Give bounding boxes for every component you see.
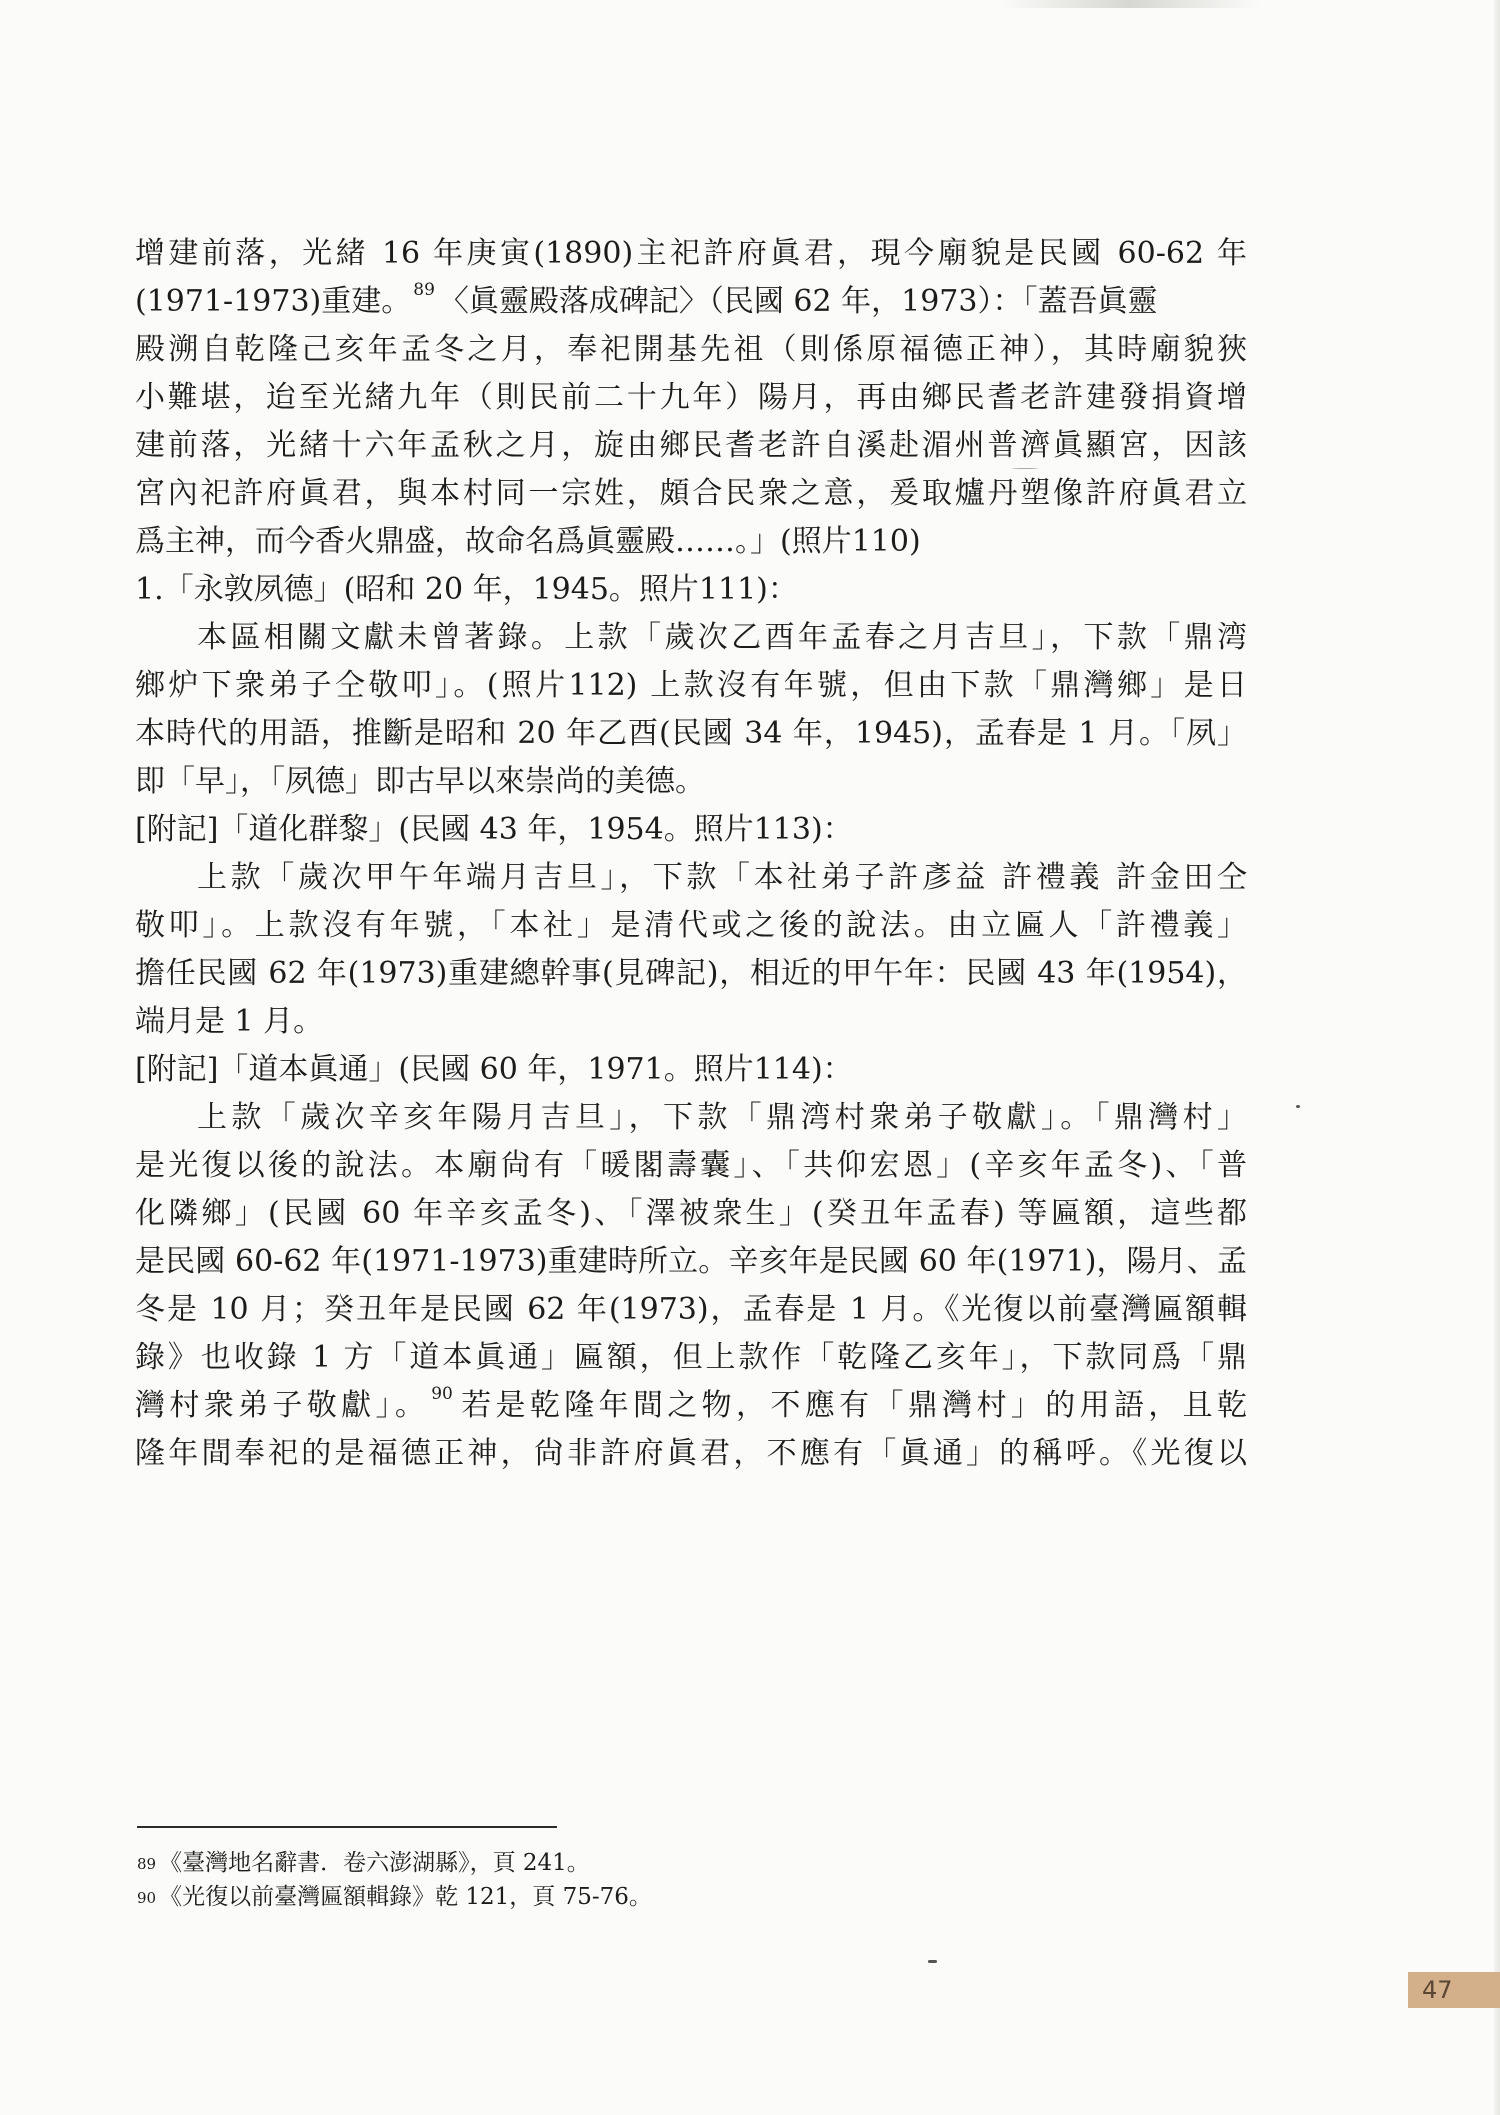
scan-speck bbox=[1012, 468, 1038, 469]
text-line bbox=[135, 520, 1247, 563]
text-line-content: 擔任民國 62 年(1973)重建總幹事(見碑記)，相近的甲午年：民國 43 年(1954)， bbox=[135, 956, 1247, 991]
text-line-content: 建前落，光緒十六年孟秋之月，旋由鄉民耆老許自溪赴湄州普濟眞顯宮，因該 bbox=[135, 428, 1247, 463]
text-line bbox=[135, 1000, 1247, 1043]
text-line-content: 上款「歲次甲午年端月吉旦」，下款「本社弟子許彥益 許禮義 許金田仝 bbox=[197, 860, 1247, 895]
text-line-content: 敬叩」。上款沒有年號，「本社」是清代或之後的說法。由立匾人「許禮義」 bbox=[135, 908, 1247, 943]
text-line bbox=[135, 1144, 1247, 1187]
text-line bbox=[135, 568, 1247, 611]
text-line bbox=[135, 616, 1247, 659]
text-line bbox=[135, 712, 1247, 755]
text-line-content: 即「早」，「夙德」即古早以來崇尚的美德。 bbox=[135, 764, 705, 799]
footnote-text: 《光復以前臺灣匾額輯錄》乾 121，頁 75-76。 bbox=[159, 1884, 652, 1910]
text-line bbox=[135, 760, 1247, 803]
footnote bbox=[137, 1880, 1237, 1914]
text-line-content: 灣村衆弟子敬獻」。 bbox=[135, 1388, 430, 1423]
text-line bbox=[135, 1192, 1247, 1235]
text-line-content: 是民國 60-62 年(1971-1973)重建時所立。辛亥年是民國 60 年(1971)，陽月、孟 bbox=[135, 1244, 1247, 1279]
text-line bbox=[135, 1384, 1247, 1427]
footnote-number: 90 bbox=[137, 1889, 157, 1907]
text-line-content: 爲主神，而今香火鼎盛，故命名爲眞靈殿……。」(照片110) bbox=[135, 524, 921, 559]
text-line bbox=[135, 1240, 1247, 1283]
text-line bbox=[135, 232, 1247, 275]
text-line-content: 本時代的用語，推斷是昭和 20 年乙酉(民國 34 年，1945)，孟春是 1 月。「夙」 bbox=[135, 716, 1247, 751]
text-line-content: 宮內祀許府眞君，與本村同一宗姓，頗合民衆之意，爰取爐丹塑像許府眞君立 bbox=[135, 476, 1247, 511]
text-line bbox=[135, 1432, 1247, 1475]
text-line bbox=[135, 376, 1247, 419]
page-number: 47 bbox=[1408, 1972, 1500, 2008]
scan-speck bbox=[1296, 1105, 1300, 1108]
text-line-content: 1.「永敦夙德」(昭和 20 年，1945。照片111)： bbox=[135, 572, 798, 607]
footnote-rule bbox=[137, 1826, 557, 1828]
text-line bbox=[135, 1048, 1247, 1091]
text-line bbox=[135, 1336, 1247, 1379]
text-line bbox=[135, 904, 1247, 947]
text-line bbox=[135, 664, 1247, 707]
footnote-reference: 90 bbox=[431, 1384, 453, 1404]
text-line-content: 本區相關文獻未曾著錄。上款「歲次乙酉年孟春之月吉旦」，下款「鼎湾 bbox=[197, 620, 1247, 655]
scan-speck bbox=[928, 1960, 937, 1963]
scan-edge-shadow bbox=[1494, 0, 1500, 2115]
text-line bbox=[135, 280, 1247, 323]
footnote bbox=[137, 1846, 1237, 1880]
text-line bbox=[135, 424, 1247, 467]
text-line-content: [附記]「道化群黎」(民國 43 年，1954。照片113)： bbox=[135, 812, 853, 847]
body-text bbox=[135, 232, 1247, 1480]
text-line-continuation: 若是乾隆年間之物，不應有「鼎灣村」的用語，且乾 bbox=[456, 1388, 1247, 1423]
text-line-content: 端月是 1 月。 bbox=[135, 1004, 324, 1039]
text-line-continuation: 〈眞靈殿落成碑記〉（民國 62 年，1973）：「蓋吾眞靈 bbox=[438, 284, 1158, 319]
text-line bbox=[135, 952, 1247, 995]
footnote-number: 89 bbox=[137, 1855, 157, 1873]
text-line-content: 增建前落，光緒 16 年庚寅(1890)主祀許府眞君，現今廟貌是民國 60-62 年 bbox=[135, 236, 1247, 271]
text-line-content: 錄》也收錄 1 方「道本眞通」匾額，但上款作「乾隆乙亥年」，下款同爲「鼎 bbox=[135, 1340, 1247, 1375]
text-line-content: (1971-1973)重建。 bbox=[135, 284, 412, 319]
footnote-reference: 89 bbox=[413, 280, 435, 300]
text-line-content: 冬是 10 月；癸丑年是民國 62 年(1973)，孟春是 1 月。《光復以前臺灣匾額輯 bbox=[135, 1292, 1247, 1327]
text-line-content: 小難堪，迨至光緒九年（則民前二十九年）陽月，再由鄉民耆老許建發捐資增 bbox=[135, 380, 1247, 415]
footnote-text: 《臺灣地名辭書．卷六澎湖縣》，頁 241。 bbox=[159, 1850, 590, 1876]
text-line-content: 化隣鄉」(民國 60 年辛亥孟冬)、「澤被衆生」(癸丑年孟春) 等匾額，這些都 bbox=[135, 1196, 1247, 1231]
text-line bbox=[135, 1288, 1247, 1331]
text-line-content: 上款「歲次辛亥年陽月吉旦」，下款「鼎湾村衆弟子敬獻」。「鼎灣村」 bbox=[197, 1100, 1247, 1135]
footnotes bbox=[137, 1846, 1237, 1914]
text-line-content: [附記]「道本眞通」(民國 60 年，1971。照片114)： bbox=[135, 1052, 853, 1087]
scan-top-mark bbox=[1000, 0, 1260, 8]
text-line-content: 鄉炉下衆弟子仝敬叩」。(照片112) 上款沒有年號，但由下款「鼎灣鄉」是日 bbox=[135, 668, 1247, 703]
text-line-content: 隆年間奉祀的是福德正神，尙非許府眞君，不應有「眞通」的稱呼。《光復以 bbox=[135, 1436, 1247, 1471]
text-line bbox=[135, 328, 1247, 371]
text-line bbox=[135, 472, 1247, 515]
text-line bbox=[135, 808, 1247, 851]
text-line-content: 是光復以後的說法。本廟尙有「暖閣壽囊」、「共仰宏恩」(辛亥年孟冬)、「普 bbox=[135, 1148, 1247, 1183]
text-line bbox=[135, 856, 1247, 899]
text-line-content: 殿溯自乾隆己亥年孟冬之月，奉祀開基先祖（則係原福德正神），其時廟貌狹 bbox=[135, 332, 1247, 367]
text-line bbox=[135, 1096, 1247, 1139]
